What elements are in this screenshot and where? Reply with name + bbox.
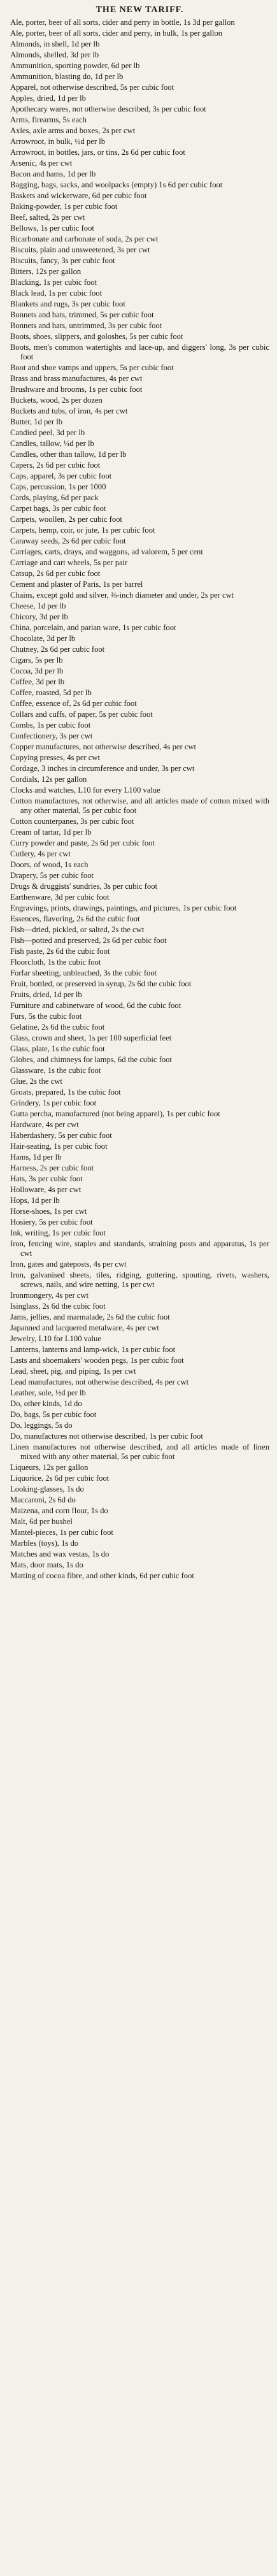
tariff-entry: Japanned and lacquered metalware, 4s per cwt	[10, 1323, 159, 1332]
tariff-entry: Clocks and watches, L10 for every L100 value	[10, 786, 160, 795]
tariff-entry: Carpets, hemp, coir, or jute, 1s per cubic foot	[10, 526, 155, 535]
page-title: THE NEW TARIFF.	[96, 5, 184, 15]
tariff-entry: Boot and shoe vamps and uppers, 5s per cubic foot	[10, 363, 174, 372]
tariff-entry: Copying presses, 4s per cwt	[10, 753, 100, 762]
tariff-entry: Chicory, 3d per lb	[10, 612, 68, 621]
tariff-entry: Chutney, 2s 6d per cubic foot	[10, 645, 105, 654]
tariff-entry: Looking-glasses, 1s do	[10, 1485, 84, 1493]
tariff-entry: Gutta percha, manufactured (not being apparel), 1s per cubic foot	[10, 1109, 220, 1118]
tariff-entry: Cheese, 1d per lb	[10, 601, 66, 610]
tariff-entry: Carpets, woollen, 2s per cubic foot	[10, 515, 122, 524]
tariff-entry: Grindery, 1s per cubic foot	[10, 1098, 97, 1107]
tariff-entry: Apothecary wares, not otherwise described, 3s per cubic foot	[10, 104, 206, 113]
tariff-entry: Drugs & druggists' sundries, 3s per cubic foot	[10, 882, 158, 891]
tariff-entry: Buckets, wood, 2s per dozen	[10, 396, 103, 405]
tariff-entry: Cordials, 12s per gallon	[10, 775, 87, 784]
tariff-entry: Baskets and wickerware, 6d per cubic foot	[10, 191, 147, 200]
tariff-entry: Candles, tallow, ¼d per lb	[10, 439, 94, 448]
tariff-entry: Coffee, 3d per lb	[10, 677, 65, 686]
tariff-entry: Cotton manufactures, not otherwise, and all articles made of cotton mixed with any other material, 5s per cubic foot	[10, 796, 269, 815]
tariff-entry: Jewelry, L10 for L100 value	[10, 1334, 101, 1343]
tariff-entry: Mantel-pieces, 1s per cubic foot	[10, 1528, 113, 1537]
tariff-entry: Boots, men's common watertights and lace-up, and diggers' long, 3s per cubic foot	[10, 343, 269, 361]
tariff-entry: Brushware and brooms, 1s per cubic foot	[10, 385, 143, 394]
tariff-entry: Bitters, 12s per gallon	[10, 267, 82, 276]
tariff-entry: Groats, prepared, 1s the cubic foot	[10, 1088, 121, 1097]
tariff-entry: Bicarbonate and carbonate of soda, 2s per cwt	[10, 234, 159, 243]
tariff-entry: Biscuits, fancy, 3s per cubic foot	[10, 256, 115, 265]
tariff-entry: Engravings, prints, drawings, paintings, and pictures, 1s per cubic foot	[10, 903, 237, 912]
tariff-entry: Hops, 1d per lb	[10, 1196, 60, 1205]
tariff-entry: Jams, jellies, and marmalade, 2s 6d the cubic foot	[10, 1313, 170, 1321]
tariff-entry: Iron, fencing wire, staples and standards, straining posts and apparatus, 1s per cwt	[10, 1239, 269, 1258]
tariff-entry: Ironmongery, 4s per cwt	[10, 1291, 89, 1300]
tariff-entry: Candied peel, 3d per lb	[10, 428, 85, 437]
tariff-entry: Liqueurs, 12s per gallon	[10, 1463, 89, 1472]
tariff-entry: Collars and cuffs, of paper, 5s per cubic foot	[10, 710, 153, 719]
tariff-entry: Caps, apparel, 3s per cubic foot	[10, 471, 112, 480]
tariff-entry: Glue, 2s the cwt	[10, 1077, 62, 1086]
tariff-entry: Cutlery, 4s per cwt	[10, 849, 71, 858]
tariff-entry: Bonnets and hats, untrimmed, 3s per cubic foot	[10, 321, 162, 330]
tariff-entry: Coffee, essence of, 2s 6d per cubic foot	[10, 699, 137, 708]
tariff-entry: Ale, porter, beer of all sorts, cider and perry in bottle, 1s 3d per gallon	[10, 18, 235, 27]
tariff-entry: Glass, plate, 1s the cubic foot	[10, 1044, 105, 1053]
tariff-entry: Boots, shoes, slippers, and goloshes, 5s per cubic foot	[10, 332, 183, 341]
tariff-entry: Black lead, 1s per cubic foot	[10, 289, 103, 298]
tariff-entry: Fruits, dried, 1d per lb	[10, 990, 82, 999]
tariff-entry: Curry powder and paste, 2s 6d per cubic foot	[10, 838, 155, 847]
tariff-entry: Buckets and tubs, of iron, 4s per cwt	[10, 407, 128, 415]
tariff-entry: Gelatine, 2s 6d the cubic foot	[10, 1023, 105, 1032]
tariff-entry: Almonds, shelled, 3d per lb	[10, 50, 99, 59]
tariff-entry: Glassware, 1s the cubic foot	[10, 1066, 101, 1075]
tariff-entry: Blankets and rugs, 3s per cubic foot	[10, 299, 125, 308]
tariff-entry: Glass, crown and sheet, 1s per 100 superficial feet	[10, 1033, 172, 1042]
tariff-entry: Maizena, and corn flour, 1s do	[10, 1506, 108, 1515]
tariff-entry: Globes, and chimneys for lamps, 6d the cubic foot	[10, 1055, 172, 1064]
tariff-entry: Cocoa, 3d per lb	[10, 666, 64, 675]
tariff-entry: Fish paste, 2s 6d the cubic foot	[10, 947, 110, 956]
tariff-entry: Fruit, bottled, or preserved in syrup, 2s 6d the cubic foot	[10, 979, 192, 988]
tariff-entry: Almonds, in shell, 1d per lb	[10, 40, 100, 48]
tariff-entry: Chocolate, 3d per lb	[10, 634, 76, 643]
tariff-entry: Floorcloth, 1s the cubic foot	[10, 958, 101, 967]
tariff-entry: Drapery, 5s per cubic foot	[10, 871, 94, 880]
tariff-entry: China, porcelain, and parian ware, 1s per cubic foot	[10, 623, 176, 632]
tariff-entry: Hosiery, 5s per cubic foot	[10, 1218, 93, 1227]
tariff-entry: Iron, gates and gateposts, 4s per cwt	[10, 1260, 127, 1269]
tariff-entry: Catsup, 2s 6d per cubic foot	[10, 569, 101, 578]
tariff-entry: Hardware, 4s per cwt	[10, 1120, 79, 1129]
tariff-entry: Ale, porter, beer of all sorts, cider and perry, in bulk, 1s per gallon	[10, 29, 223, 38]
tariff-entry: Bagging, bags, sacks, and woolpacks (empty) 1s 6d per cubic foot	[10, 180, 223, 189]
tariff-entry: Arrowroot, in bulk, ½d per lb	[10, 137, 106, 146]
tariff-entry: Coffee, roasted, 5d per lb	[10, 688, 92, 697]
tariff-entry: Axles, axle arms and boxes, 2s per cwt	[10, 126, 136, 135]
tariff-entry: Do, other kinds, 1d do	[10, 1399, 82, 1408]
tariff-entry: Arms, firearms, 5s each	[10, 115, 87, 124]
tariff-entry: Arrowroot, in bottles, jars, or tins, 2s 6d per cubic foot	[10, 148, 185, 157]
tariff-entry: Mats, door mats, 1s do	[10, 1560, 83, 1569]
tariff-entry: Lanterns, lanterns and lamp-wick, 1s per cubic foot	[10, 1345, 176, 1354]
tariff-entry: Harness, 2s per cubic foot	[10, 1163, 94, 1172]
tariff-entry: Isinglass, 2s 6d the cubic foot	[10, 1302, 106, 1311]
tariff-list	[10, 18, 269, 1581]
tariff-entry: Cotton counterpanes, 3s per cubic foot	[10, 817, 134, 826]
tariff-entry: Matting of cocoa fibre, and other kinds, 6d per cubic foot	[10, 1571, 194, 1580]
tariff-entry: Bacon and hams, 1d per lb	[10, 169, 96, 178]
tariff-entry: Cement and plaster of Paris, 1s per barrel	[10, 580, 143, 589]
tariff-entry: Combs, 1s per cubic foot	[10, 721, 91, 730]
tariff-entry: Chains, except gold and silver, ⅜-inch diameter and under, 2s per cwt	[10, 591, 234, 600]
tariff-entry: Hats, 3s per cubic foot	[10, 1174, 83, 1183]
tariff-entry: Furs, 5s the cubic foot	[10, 1012, 82, 1021]
tariff-entry: Bellows, 1s per cubic foot	[10, 224, 94, 233]
tariff-entry: Lasts and shoemakers' wooden pegs, 1s per cubic foot	[10, 1356, 184, 1365]
tariff-entry: Fish—dried, pickled, or salted, 2s the cwt	[10, 925, 145, 934]
tariff-entry: Liquorice, 2s 6d per cubic foot	[10, 1474, 110, 1483]
tariff-entry: Cigars, 5s per lb	[10, 656, 63, 665]
tariff-entry: Carriages, carts, drays, and waggons, ad valorem, 5 per cent	[10, 547, 203, 556]
tariff-entry: Baking-powder, 1s per cubic foot	[10, 202, 118, 211]
tariff-entry: Marbles (toys), 1s do	[10, 1539, 79, 1548]
tariff-entry: Linen manufactures not otherwise described, and all articles made of linen mixed with any other material, 5s per cubic foot	[10, 1443, 269, 1461]
tariff-entry: Cream of tartar, 1d per lb	[10, 828, 92, 837]
tariff-entry: Apples, dried, 1d per lb	[10, 94, 86, 103]
tariff-entry: Candles, other than tallow, 1d per lb	[10, 450, 127, 459]
tariff-entry: Iron, galvanised sheets, tiles, ridging, guttering, spouting, rivets, washers, screws, nails, and wire netting, 1s per cwt	[10, 1270, 269, 1289]
tariff-entry: Ammunition, sporting powder, 6d per lb	[10, 61, 140, 70]
tariff-entry: Earthenware, 3d per cubic foot	[10, 893, 110, 902]
tariff-entry: Capers, 2s 6d per cubic foot	[10, 461, 101, 470]
tariff-entry: Matches and wax vestas, 1s do	[10, 1550, 110, 1558]
tariff-entry: Furniture and cabinetware of wood, 6d the cubic foot	[10, 1001, 181, 1010]
tariff-entry: Fish—potted and preserved, 2s 6d per cubic foot	[10, 936, 167, 945]
tariff-entry: Cordage, 3 inches in circumference and under, 3s per cwt	[10, 764, 195, 773]
tariff-entry: Carpet bags, 3s per cubic foot	[10, 504, 106, 513]
tariff-entry: Horse-shoes, 1s per cwt	[10, 1207, 87, 1216]
tariff-entry: Do, manufactures not otherwise described, 1s per cubic foot	[10, 1432, 203, 1441]
tariff-entry: Carriage and cart wheels, 5s per pair	[10, 558, 128, 567]
tariff-entry: Beef, salted, 2s per cwt	[10, 213, 85, 222]
tariff-entry: Bonnets and hats, trimmed, 5s per cubic foot	[10, 310, 154, 319]
tariff-entry: Hams, 1d per lb	[10, 1153, 62, 1162]
tariff-entry: Holloware, 4s per cwt	[10, 1185, 82, 1194]
tariff-entry: Caps, percussion, 1s per 1000	[10, 482, 106, 491]
tariff-entry: Hair-seating, 1s per cubic foot	[10, 1142, 108, 1151]
tariff-entry: Apparel, not otherwise described, 5s per cubic foot	[10, 83, 174, 92]
tariff-entry: Ammunition, blasting do, 1d per lb	[10, 72, 124, 81]
tariff-entry: Blacking, 1s per cubic foot	[10, 278, 97, 287]
tariff-entry: Confectionery, 3s per cwt	[10, 731, 93, 740]
tariff-entry: Copper manufactures, not otherwise described, 4s per cwt	[10, 742, 197, 751]
tariff-entry: Leather, sole, ½d per lb	[10, 1388, 86, 1397]
tariff-entry: Brass and brass manufactures, 4s per cwt	[10, 374, 143, 383]
tariff-entry: Essences, flavoring, 2s 6d the cubic foot	[10, 914, 140, 923]
tariff-entry: Arsenic, 4s per cwt	[10, 159, 73, 168]
tariff-entry: Caraway seeds, 2s 6d per cubic foot	[10, 536, 126, 545]
tariff-entry: Do, leggings, 5s do	[10, 1421, 73, 1430]
tariff-entry: Lead, sheet, pig, and piping, 1s per cwt	[10, 1367, 136, 1376]
tariff-entry: Doors, of wood, 1s each	[10, 860, 89, 869]
tariff-entry: Forfar sheeting, unbleached, 3s the cubic foot	[10, 968, 157, 977]
tariff-entry: Cards, playing, 6d per pack	[10, 493, 99, 502]
tariff-entry: Malt, 6d per bushel	[10, 1517, 73, 1526]
tariff-entry: Butter, 1d per lb	[10, 417, 63, 426]
tariff-entry: Haberdashery, 5s per cubic foot	[10, 1131, 112, 1140]
tariff-entry: Ink, writing, 1s per cubic foot	[10, 1228, 106, 1237]
tariff-entry: Do, bags, 5s per cubic foot	[10, 1410, 97, 1419]
tariff-entry: Maccaroni, 2s 6d do	[10, 1495, 76, 1504]
tariff-entry: Lead manufactures, not otherwise described, 4s per cwt	[10, 1378, 189, 1386]
tariff-entry: Biscuits, plain and unsweetened, 3s per cwt	[10, 245, 150, 254]
